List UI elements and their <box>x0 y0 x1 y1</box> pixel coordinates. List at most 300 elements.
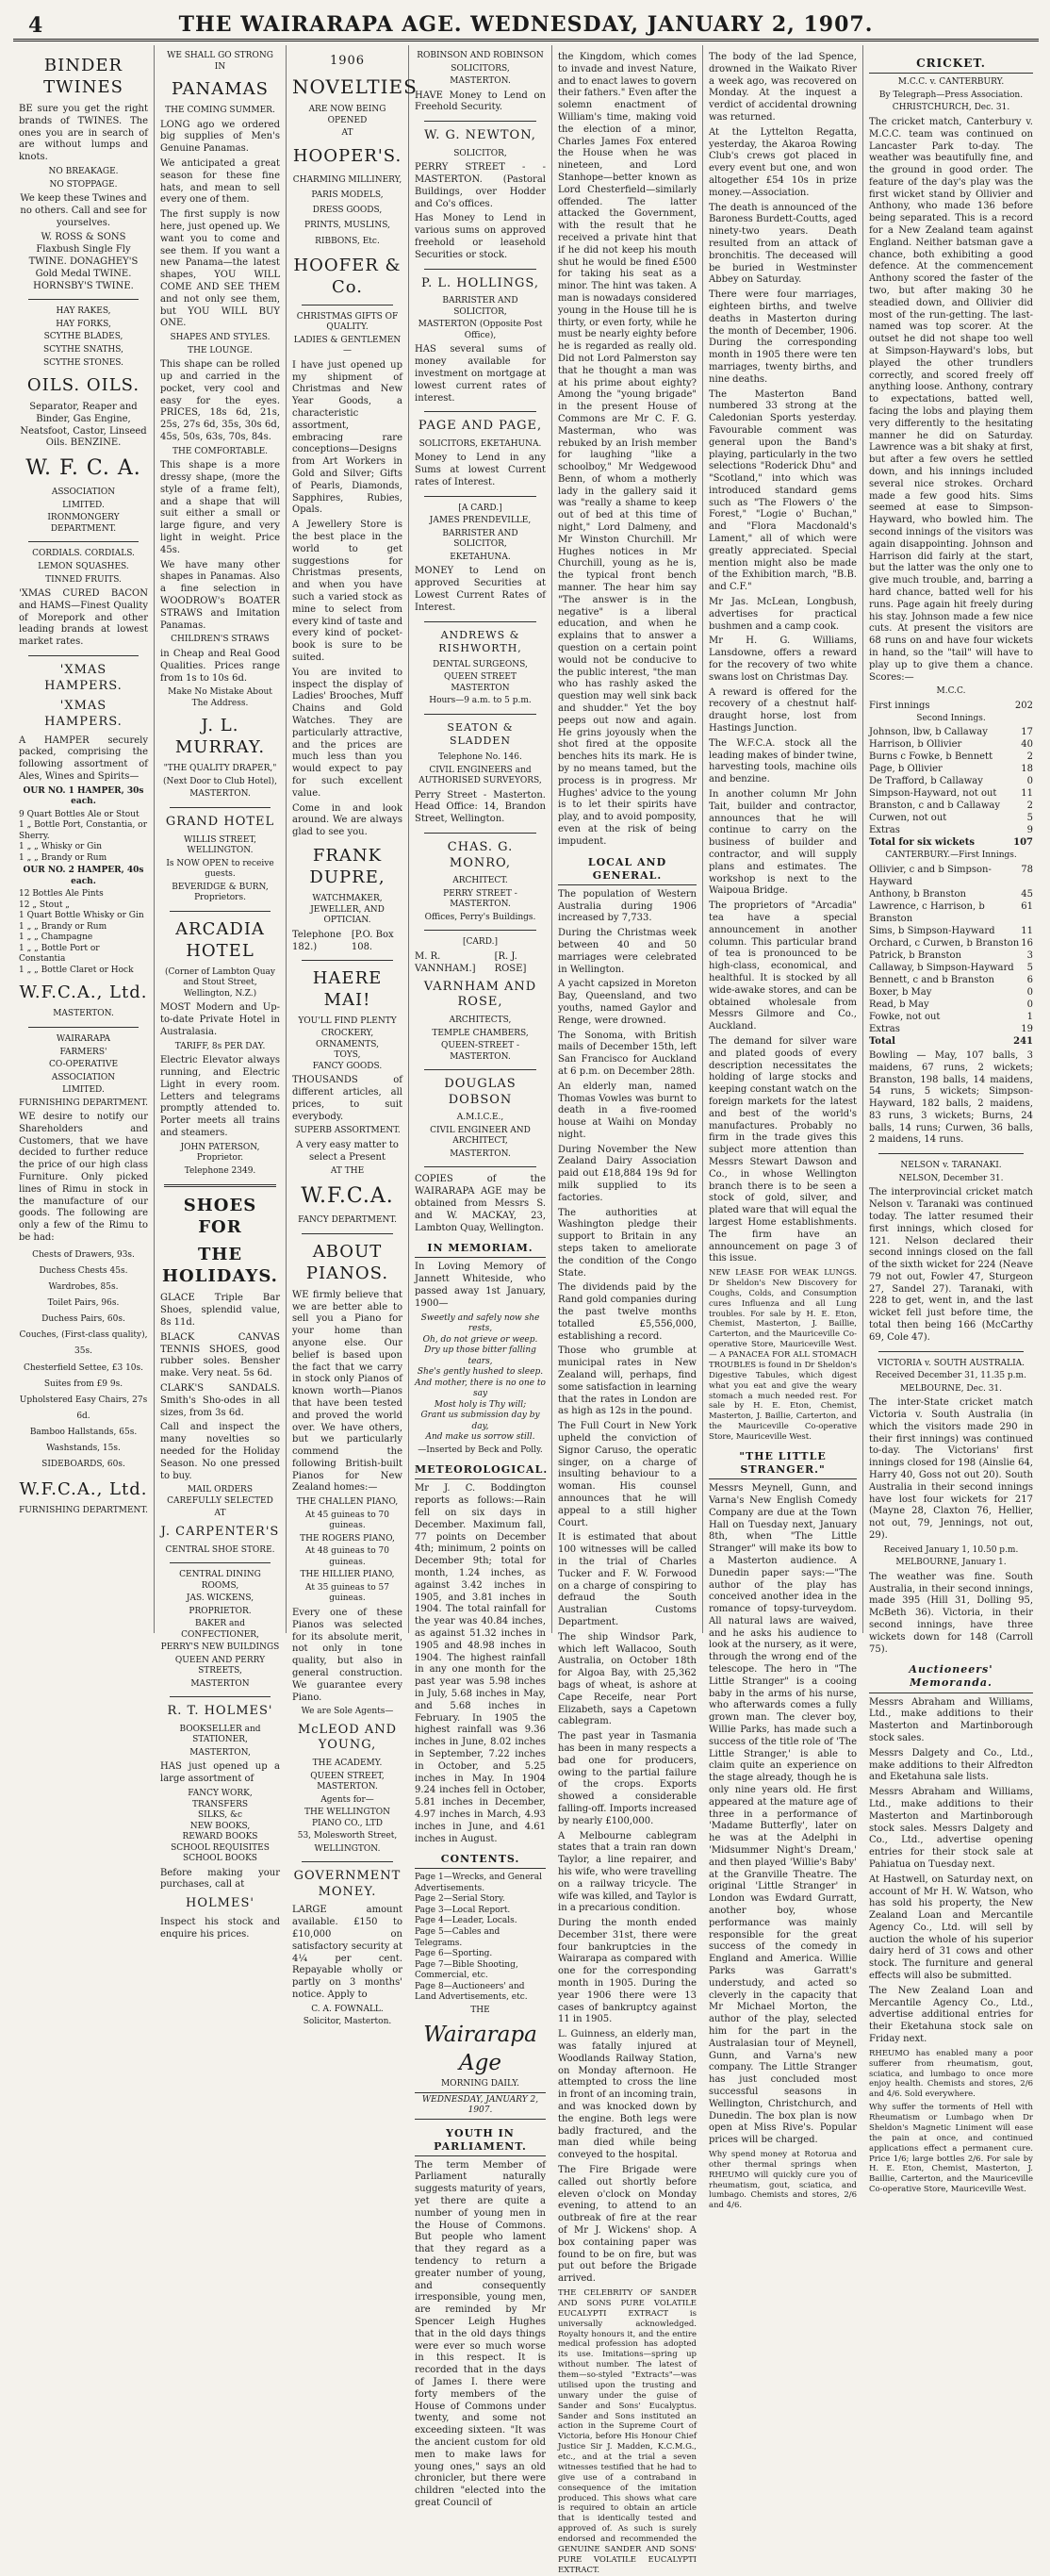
scythe-snaths: SCYTHE SNATHS, <box>43 345 123 355</box>
arcadia-proprietor: JOHN PATERSON, Proprietor. <box>180 1142 260 1164</box>
news-item: L. Guinness, an elderly man, was fatally injured at Woodlands Railway Station, on Monday afternoon. He attempted to cross the line in front of an incoming train, and was knocked down by the engine. Both legs were badly fractured, and the man died while being conveyed to the hospital. <box>558 2029 697 2161</box>
contents-list <box>415 1873 546 2003</box>
list-item: Page 2—Serial Story. <box>415 1894 505 1905</box>
auction-item: Messrs Abraham and Williams, Ltd., make additions to their Masterton and Martinborough stock sales. Messrs Dalgety and Co., Ltd., advertise opening entries for their stock sale at Pahiatua on Tuesday next. <box>869 1787 1033 1870</box>
novelties-heading: NOVELTIES <box>292 74 418 98</box>
twine-brands: W. ROSS & SONS Flaxbush Single Fly TWINE. DONAGHEY'S Gold Medal TWINE. HORNSBY'S TWINE. <box>28 232 139 291</box>
newton-heading: W. G. NEWTON, <box>424 128 536 143</box>
list-item: 1 „ „ Champagne <box>19 933 93 943</box>
table-row: Bennett, c and b Branston 6 <box>869 974 1033 985</box>
list-item: Chests of Drawers, 93s. <box>32 1249 135 1260</box>
andrews-address: QUEEN STREET MASTERTON <box>444 672 517 693</box>
news-item: Mr Jas. McLean, Longbush, advertises for practical bushmen and a camp cook. <box>709 597 857 632</box>
andrews-sub: DENTAL SURGEONS, <box>433 659 528 669</box>
year-1906: 1906 <box>329 54 366 68</box>
list-item: Page 3—Local Report. <box>415 1905 511 1915</box>
list-item: PARIS MODELS, <box>311 190 384 200</box>
arcadia-text-2: Electric Elevator always running, and Electric Light in every room. Letters and telegrams promptly attended to. Porter meets all trains and steamers. <box>160 1055 280 1138</box>
ironmongery-dept: IRONMONGERY DEPARTMENT. <box>47 513 120 534</box>
memoriam-heading: IN MEMORIAM. <box>415 1242 546 1258</box>
find-plenty: YOU'LL FIND PLENTY <box>298 1016 397 1026</box>
holmes-text: HAS just opened up a large assortment of <box>160 1761 280 1785</box>
news-item: At the Lyttelton Regatta, yesterday, the Akaroa Rowing Club's crews got placed in every event but one, and won altogether £54 10s in prize money.—Association. <box>709 126 857 198</box>
bookseller: BOOKSELLER and STATIONER, <box>179 1724 261 1745</box>
dining-rooms: CENTRAL DINING ROOMS, <box>179 1570 261 1591</box>
ladies-gentlemen: LADIES & GENTLEMEN— <box>293 335 402 356</box>
tinned-fruits: TINNED FRUITS. <box>45 574 122 585</box>
government-money: GOVERNMENT MONEY. <box>293 1869 402 1899</box>
oils-text: Separator, Reaper and Binder, Gas Engine, Neatsfoot, Castor, Linseed Oils. BENZINE. <box>20 402 147 449</box>
coming-summer: THE COMING SUMMER. <box>165 106 275 116</box>
hamper-1-items <box>19 810 148 865</box>
list-item: Washstands, 15s. <box>46 1443 121 1453</box>
andrews-hours: Hours—9 a.m. to 5 p.m. <box>429 696 532 706</box>
scythe-stones: SCYTHE STONES. <box>43 357 123 368</box>
table-row: Ollivier, c and b Simpson-Hayward 78 <box>869 864 1033 887</box>
news-item: There were four marriages, eighteen births, and twelve deaths in Masterton during the month of December, 1906. During the corresponding month in 1905 there were ten marriages, twenty births, and nine deaths. <box>709 289 857 385</box>
list-item: Couches, (First-class quality), 35s. <box>19 1330 148 1357</box>
no-mistake: Make No Mistake About The Address. <box>168 687 272 708</box>
visit-text: A very easy matter to select a Present <box>296 1139 399 1163</box>
column-2 <box>155 45 287 1940</box>
table-row: Harrison, b Ollivier 40 <box>869 739 1033 751</box>
come-text: Come in and look around. We are always glad to see you. <box>292 802 402 838</box>
dobson-heading: DOUGLAS DOBSON <box>444 1077 517 1107</box>
comfort-text: This shape is a more dressy shape, (more the style of a frame felt), and a shape that will suit either a small or large figure, and very light in weight. Price 45s. <box>160 460 280 555</box>
at-the: AT THE <box>330 1166 365 1177</box>
mcc-scorecard <box>869 726 1033 836</box>
list-item: Page 8—Auctioneers' and Land Advertisements, etc. <box>415 1981 528 2003</box>
memoriam-text: In Loving Memory of Jannett Whiteside, who passed away 1st January, 1900— <box>415 1262 546 1309</box>
hollings-heading: P. L. HOLLINGS, <box>420 275 539 290</box>
monro-offices: Offices, Perry's Buildings. <box>424 912 536 922</box>
thousands-text: THOUSANDS of different articles, all prices, to suit everybody. <box>292 1075 402 1122</box>
jewel-text: A Jewellery Store is the best place in the world to get suggestions for Christmas presents, and when you have such a varied stock as mine to select from every kind of taste and every kind of pocket-book is sure to be suited. <box>292 520 402 663</box>
seaton-heading: SEATON & SLADDEN <box>447 720 514 747</box>
news-item: The death is announced of the Baroness Burdett-Coutts, aged ninety-two years. Death resulted from an attack of bronchitis. The deceased will be buried in Westminster Abbey on Saturday. <box>709 202 857 286</box>
arcadia-address: (Corner of Lambton Quay and Stout Street, Wellington, N.Z.) <box>165 966 275 999</box>
news-item: The authorities at Washington pledge their support to Britain in any steps taken to ameliorate the condition of the Congo State. <box>558 1207 697 1279</box>
list-item: 1 Quart Bottle Whisky or Gin <box>19 911 144 921</box>
list-item: 1 „ „ Brandy or Rum <box>19 921 107 932</box>
list-item: 1 „ „ Bottle Port or Constantia <box>19 943 100 965</box>
news-item: A reward is offered for the recovery of a chestnut half-draught horse, lost from Hastings Junction. <box>709 686 857 735</box>
column-5 <box>552 45 703 2575</box>
holidays-heading: THE HOLIDAYS. <box>162 1245 278 1287</box>
strong-in: WE SHALL GO STRONG IN <box>167 51 273 72</box>
column-3 <box>287 45 418 2027</box>
list-item: Chesterfield Settee, £3 10s. <box>23 1362 144 1373</box>
no-stoppage: NO STOPPAGE. <box>49 179 118 190</box>
fownall: C. A. FOWNALL. <box>311 2004 384 2014</box>
lemon-squashes: LEMON SQUASHES. <box>38 561 129 571</box>
list-item: 12 Bottles Ale Pints <box>19 889 104 900</box>
hamper-2-items <box>19 889 148 976</box>
fancy-list <box>160 1789 280 1865</box>
table-row: Page, b Ollivier 18 <box>869 764 1033 775</box>
dupre-trade: WATCHMAKER, JEWELLER, AND OPTICIAN. <box>310 894 385 926</box>
mcleod-young: McLEOD AND YOUNG, <box>297 1722 398 1753</box>
list-item: PRINTS, MUSLINS, <box>304 221 390 231</box>
list-item: Page 4—Leader, Locals. <box>415 1916 517 1926</box>
mcc-v-canterbury: M.C.C. v. CANTERBURY. <box>897 77 1005 88</box>
table-row: Callaway, b Simpson-Hayward 5 <box>869 962 1033 973</box>
table-row: Sims, b Simpson-Hayward 11 <box>869 925 1033 936</box>
received-2: Received January 1, 10.50 p.m. <box>883 1544 1019 1555</box>
list-item: Toilet Pairs, 96s. <box>47 1298 120 1309</box>
crockery-list <box>292 1029 402 1072</box>
dobson-civil: CIVIL ENGINEER AND ARCHITECT, <box>430 1125 531 1147</box>
murray-heading: J. L. MURRAY. <box>174 716 266 758</box>
column-4 <box>409 45 552 2508</box>
carpenter-heading: J. CARPENTER'S <box>160 1524 280 1539</box>
panamas-heading: PANAMAS <box>172 79 269 100</box>
page-sub: SOLICITORS, EKETAHUNA. <box>418 438 542 449</box>
quality-draper: "THE QUALITY DRAPER," <box>163 764 277 774</box>
dupre-heading: FRANK DUPRE, <box>309 845 386 887</box>
queen-street: QUEEN STREET, MASTERTON. <box>310 1771 385 1792</box>
wellington-label: WELLINGTON. <box>314 1843 381 1854</box>
youth-text-continued: the Kingdom, which comes to invade and invest Nature, and to enact lawes to govern their fathers." Even after the solemn enactment of William's time, making void the election of a minor, Charles James Fox entered the House when he was nineteen, and Lord Stanhope—better known as Lord Chesterfield—similarly offended. The latter attacked the Government, with the result that he received a private hint that if he did not keep his mouth shut he would be fined £500 for taking his seat as a minor. The hint was taken. A man is nowadays considered young in the House till he is thirty, or even forty, while he must be nearly eighty before he is regarded as really old. Did not Lord Palmerston say that he thought a man was at his prime about eighty? Among the "young brigade" in the present House of Commons are Mr C. F. G. Masterman, who was rebuked by an Irish member for laughing "like a schoolboy," Mr Wedgewood Benn, of whom a motherly lady in the gallery said it was "really a shame to keep out of bed at this time of night," Lord Dalmeny, and Mr Winston Churchill. Mr Hughes notices in Mr Churchill, young as he is, the typical front bench manner. The hear him say "The answer is in the negative" is a liberal education, and when he explains that to answer a question on a certain point would not be conducive to the public interest, "the man who has rashly asked the question may well sink back and shudder." Yet the boy peeps out now and again. He grins joyously when the shot fired at the opposite benches hits its mark. He is by no means tamed, but the process is in progress. Mr Hughes' advice to the young is to let their spirits have play, and to avoid pomposity, even at the risk of being impudent. <box>558 52 697 847</box>
newton-sub: SOLICITOR, <box>453 148 507 158</box>
poem-line: Oh, do not grieve or weep. <box>422 1334 538 1345</box>
superb-assortment: SUPERB ASSORTMENT. <box>294 1126 401 1136</box>
seaton-address: Perry Street - Masterton. Head Office: 14, Brandon Street, Wellington. <box>415 789 546 825</box>
canterbury-scorecard <box>869 864 1033 1035</box>
contents-heading: CONTENTS. <box>415 1853 546 1869</box>
news-item: The past year in Tasmania has been in many respects a bad one for producers, owing to the partial failure of the crops. Exports showed a considerable falling-off. Imports increased by nearly £100,000. <box>558 1731 697 1826</box>
by-telegraph: By Telegraph—Press Association. <box>878 90 1024 100</box>
victoria-v-sa: VICTORIA v. SOUTH AUSTRALIA. <box>877 1358 1025 1368</box>
seaton-tel: Telephone No. 146. <box>438 752 522 762</box>
newton-text: Has Money to Lend in various sums on approved freehold or leasehold Securities or stock. <box>415 213 546 260</box>
grand-open: Is NOW OPEN to receive guests. <box>166 858 274 880</box>
victoria-text-1: The inter-State cricket match Victoria v. South Australia (in which the visitors made 290 in their first innings) was continued to-day. The Victorians' first innings closed for 198 (Ainslie 64, Harry 40, Goss not out 20). South Australia in their second innings have lost four wickets for 217 (Mayne 28, Claxton 76, Hellier, not out, 79, Jennings, not out, 29). <box>869 1397 1033 1541</box>
proprietor: PROPRIETOR. <box>189 1606 252 1616</box>
list-item: Page 7—Bible Shooting, Commercial, etc. <box>415 1959 518 1981</box>
hampers-heading-1: 'XMAS HAMPERS. <box>44 663 123 693</box>
oils-heading: OILS. OILS. <box>26 375 140 396</box>
poem-line: She's gently hushed to sleep. <box>417 1367 544 1378</box>
wfca-association: ASSOCIATION <box>51 487 116 498</box>
rogers-piano: THE ROGERS PIANO, <box>300 1533 395 1544</box>
dateline: WEDNESDAY, JANUARY 2, 1907. <box>415 2092 546 2120</box>
table-row: Simpson-Hayward, not out 11 <box>869 788 1033 800</box>
pianos-text: WE firmly believe that we are better able to sell you a Piano for your home than anyone else. Our belief is based upon the fact that we carry in stock only Pianos of known worth—Pianos that have been tested and proved the world over. We have others, but we particularly commend the following British-built Pianos for New Zealand homes:— <box>292 1289 402 1494</box>
list-item: Duchess Pairs, 60s. <box>41 1314 125 1325</box>
news-item: The demand for silver ware and plated goods of every description necessitates the holding of large stocks and keeping constant watch on the foreign markets for the latest and best of the world's manufactures. Probably no firm in the trade gives this subject more attention than Messrs Stewart Dawson and Co., in whose Wellington branch there is to be seen a stock of gold, silver, and plated ware that will equal the largest Home establishments. The firm have an announcement on page 3 of this issue. <box>709 1035 857 1264</box>
list-item: SCHOOL BOOKS <box>183 1854 257 1864</box>
page-number: 4 <box>28 13 43 38</box>
mcc-heading: M.C.C. <box>936 686 966 697</box>
hamper-2-title: OUR NO. 2 HAMPER, 40s each. <box>23 866 144 886</box>
hoofer-heading: HOOFER & Co. <box>293 255 402 297</box>
list-item: CROCKERY, <box>320 1029 374 1039</box>
pianos-heading: ABOUT PIANOS. <box>305 1241 389 1283</box>
hay-forks: HAY FORKS, <box>56 319 111 329</box>
ladies-text: I have just opened up my shipment of Christmas and New Year Goods, a characteristic assortment, embracing rare conceptions—Designs from Art Workers in Gold and Silver; Gifts of Pearls, Diamonds, Sapphires, Rubies, Opals. <box>292 359 402 516</box>
news-item: Those who grumble at municipal rates in New Zealand will, perhaps, find some satisfaction in learning that the rates in London are as high as 12s in the pound. <box>558 1346 697 1417</box>
wfca-heading: W.F.C.A. <box>301 1184 394 1208</box>
little-stranger-heading: "THE LITTLE STRANGER." <box>709 1450 857 1479</box>
poem-line: And mother, there is no one to say <box>415 1378 546 1399</box>
other-shapes-text: We have many other shapes in Panamas. Also a fine selection in WOODROW's BOATER STRAWS and Imitation Panamas. <box>160 559 280 631</box>
no-breakage: NO BREAKAGE. <box>48 167 119 177</box>
challen-piano: THE CHALLEN PIANO, <box>296 1497 399 1508</box>
being-opened: ARE NOW BEING OPENED <box>308 105 386 125</box>
at-label: AT <box>214 1509 226 1519</box>
news-item: During the month ended December 31st, there were four bankruptcies in the Wairarapa as compared with one for the corresponding month in 1905. During the year 1906 there were 13 cases of bankruptcy against 11 in 1905. <box>558 1918 697 2025</box>
varnham-heading: VARNHAM AND ROSE, <box>423 979 537 1010</box>
prendeville-text: MONEY to Lend on approved Securities at Lowest Current Rates of Interest. <box>415 566 546 613</box>
varnham-names: M. R. VANNHAM.] [R. J. ROSE] <box>415 950 527 974</box>
hollings-sub: BARRISTER AND SOLICITOR, <box>442 296 518 317</box>
page-heading: PAGE AND PAGE, <box>418 419 543 434</box>
sole-agents: We are Sole Agents— <box>301 1707 394 1717</box>
agents-for: Agents for— <box>320 1794 374 1805</box>
lounge-text: This shape can be rolled up and carried in the pocket, very cool and easy for the eyes. PRICES, 18s 6d, 21s, 25s, 27s 6d, 35s, 30s 6d, 45s, 50s, 63s, 70s, 84s. <box>160 359 280 442</box>
haere-heading: HAERE MAI! <box>312 967 383 1010</box>
govt-text: LARGE amount available. £150 to £10,000 on satisfactory security at 4¼ per cent. Repayable wholly or partly on 3 months' notice. Apply to <box>292 1905 402 2001</box>
hamper-text: A HAMPER securely packed, comprising the following assortment of Ales, Wines and Spirits— <box>19 735 148 782</box>
hamper-1-title: OUR NO. 1 HAMPER, 30s each. <box>23 785 144 807</box>
wpc-address: 53, Molesworth Street, <box>297 1831 398 1841</box>
before-text: Before making your purchases, call at <box>160 1867 280 1891</box>
shoes-heading: SHOES FOR <box>183 1196 257 1238</box>
table-row: De Trafford, b Callaway 0 <box>869 776 1033 787</box>
robinson-sub: SOLICITORS, <box>451 63 510 74</box>
news-item: A Melbourne cablegram states that a train ran down Taylor, a line repairer, and his wife, who were travelling on a railway tricycle. The wife was killed, and Taylor is in a precarious condition. <box>558 1830 697 1914</box>
inserted-by: —Inserted by Beck and Polly. <box>418 1445 543 1455</box>
desire-text: WE desire to notify our Shareholders and Customers, that we have decided to further reduce the price of our high class Furniture. Only picked lines of Rimu in stock in the manufacture of our goods. The following are only a few of the Rimu to be had: <box>19 1112 148 1244</box>
cricket-heading: CRICKET. <box>869 57 1033 74</box>
grand-address: WILLIS STREET, WELLINGTON. <box>184 834 256 856</box>
furnishing-dept: FURNISHING DEPARTMENT. <box>19 1098 148 1108</box>
auction-item: Messrs Abraham and Williams, Ltd., make additions to their Masterton and Martinborough stock sales. <box>869 1696 1033 1743</box>
wf-limited: LIMITED. <box>62 1085 105 1096</box>
auctioneers-heading: Auctioneers' Memoranda. <box>869 1663 1033 1693</box>
wf-line: FARMERS' <box>59 1047 107 1057</box>
binder-text: BE sure you get the right brands of TWINES. The ones you are in search of are without lumps and knots. <box>19 104 148 163</box>
list-item: DRESS GOODS, <box>312 206 383 216</box>
card-label-2: [CARD.] <box>463 937 498 948</box>
the-comfortable: THE COMFORTABLE. <box>172 446 269 456</box>
news-item: The population of Western Australia during 1906 increased by 7,733. <box>558 888 697 924</box>
column-1 <box>13 45 155 1633</box>
grand-proprietors: BEVERIDGE & BURN, Proprietors. <box>172 882 269 903</box>
list-item: 12 „ Stout „ <box>19 900 70 910</box>
furniture-list <box>19 1247 148 1473</box>
list-item: TRANSFERS <box>191 1799 249 1809</box>
column-6 <box>703 45 863 2211</box>
list-item: TOYS, <box>334 1050 361 1061</box>
liniment-text: Why suffer the torments of Hell with Rheumatism or Lumbago when Dr Sheldon's Magnetic Liniment will ease the pain at once, and continued applications effect a permanent cure. Price 1/6; large bottles 2/6. For sale by H. E. Eton, Chemist, Masterton, J. Baillie, Carterton, and the Mauriceville Co-operative Store, Mauriceville West. <box>869 2103 1033 2195</box>
every-text: Every one of these Pianos was selected for its absolute merit, not only in tone quality, but also in general construction. We guarantee every Piano. <box>292 1607 402 1703</box>
list-item: NEW BOOKS, <box>189 1821 251 1831</box>
architects: ARCHITECTS, <box>449 1016 512 1026</box>
furnishing-dept-2: FURNISHING DEPARTMENT. <box>19 1506 148 1516</box>
panama-text-2: We anticipated a great season for these fine hats, and mean to sell every one of them. <box>160 157 280 206</box>
the-academy: THE ACADEMY. <box>312 1759 383 1769</box>
tennis-text: BLACK CANVAS TENNIS SHOES, good rubber soles. Bensher make. Very neat. 5s 6d. <box>160 1331 280 1379</box>
poem-line: Most holy is Thy will; <box>434 1399 527 1410</box>
news-item: Mr H. G. Williams, Lansdowne, offers a reward for the recovery of two white swans lost on Christmas Day. <box>709 636 857 683</box>
children-text: in Cheap and Real Good Qualities. Prices range from 1s to 10s 6d. <box>160 648 280 684</box>
list-item: ORNAMENTS, <box>316 1039 379 1049</box>
dupre-contact: Telephone 182.) [P.O. Box 108. <box>292 929 394 952</box>
second-innings: Second Innings. <box>916 713 986 723</box>
masterton-label: MASTERTON. <box>450 1148 511 1159</box>
prendeville: JAMES PRENDEVILLE, <box>429 516 532 526</box>
invite-text: You are invited to inspect the display of Ladies' Brooches, Muff Chains and Gold Watches. They are particularly attractive, and the prices are much less than you would expect to pay for such excellent value. <box>292 667 402 799</box>
list-item: Suites from £9 9s. <box>43 1379 123 1389</box>
monro-address: PERRY STREET - MASTERTON. <box>443 888 517 910</box>
sandals-text: CLARK'S SANDALS. Smith's Sho-odes in all sizes, from 3s 6d. <box>160 1383 280 1418</box>
list-item: Page 5—Cables and Telegrams. <box>415 1926 500 1948</box>
arcadia-text: MOST Modern and Up-to-date Private Hotel in Australasia. <box>160 1002 280 1037</box>
memoriam-poem <box>415 1313 546 1444</box>
table-row: Boxer, b May 0 <box>869 986 1033 998</box>
news-item: The Masterton Band numbered 33 strong at the Caledonian Sports yesterday. Favourable comment was general upon the Band's playing, particularly in the two selections "Roderick Dhu" and "Scotland," into which was introduced standard gems such as "The Flowers o' the Forest," "Logie o' Buchan," and "Flora Macdonald's Lament," all of which were greatly appreciated. Special mention might also be made of the Exhibition march, "B.B. and C.F." <box>709 388 857 593</box>
news-item: It is estimated that about 100 witnesses will be called in the trial of Charles Tucker and F. W. Forwood on a charge of conspiring to defraud the South Australian Customs Department. <box>558 1532 697 1627</box>
newspaper-title: THE WAIRARAPA AGE. WEDNESDAY, JANUARY 2, 1907. <box>178 12 874 37</box>
list-item: Wardrobes, 85s. <box>48 1282 119 1293</box>
table-row: Johnson, lbw, b Callaway 17 <box>869 727 1033 738</box>
melbourne-dateline-1: MELBOURNE, Dec. 31. <box>899 1383 1003 1394</box>
table-row: Patrick, b Branston 3 <box>869 949 1033 961</box>
received-1: Received December 31, 11.35 p.m. <box>876 1371 1026 1381</box>
rheumo-ad: Why spend money at Rotorua and other thermal springs when RHEUMO will quickly cure you of rheumatism, gout, sciatica, and lumbago. Chemists and stores, 2/6 and 4/6. <box>709 2149 857 2211</box>
list-item: SILKS, &c <box>197 1810 243 1821</box>
copies-text: COPIES of the WAIRARAPA AGE may be obtained from Messrs S. and W. MACKAY, 23, Lambton Quay, Wellington. <box>415 1174 546 1233</box>
wf-line: ASSOCIATION <box>51 1072 116 1082</box>
arcadia-heading: ARCADIA HOTEL <box>175 918 265 961</box>
scythe-blades: SCYTHE BLADES, <box>43 332 123 342</box>
hampers-heading-2: 'XMAS HAMPERS. <box>44 699 123 729</box>
table-row: Read, b May 0 <box>869 999 1033 1010</box>
robinson-text: HAVE Money to Lend on Freehold Security. <box>415 90 546 113</box>
challen-price: At 45 guineas to 70 guineas. <box>305 1510 389 1531</box>
canterbury-first: CANTERBURY.—First Innings. <box>885 850 1017 861</box>
table-row: Orchard, c Curwen, b Branston 16 <box>869 937 1033 949</box>
nelson-v-taranaki: NELSON v. TARANAKI. <box>900 1161 1002 1171</box>
wfca-limited: LIMITED. <box>62 500 105 510</box>
the-label: THE <box>470 2005 490 2015</box>
total-six-row: Total for six wickets 107 <box>869 837 1033 849</box>
masterton-label: MASTERTON <box>190 1678 250 1689</box>
auction-item: Messrs Dalgety and Co., Ltd., make additions to their Alfredton and Eketahuna sale lists. <box>869 1747 1033 1783</box>
queen-street: QUEEN-STREET - MASTERTON. <box>440 1041 519 1062</box>
list-item: 1 „ Bottle Port, Constantia, or Sherry. <box>19 820 147 841</box>
hay-rakes: HAY RAKES, <box>56 306 111 317</box>
the-lounge: THE LOUNGE. <box>188 345 253 355</box>
wf-line: WAIRARAPA <box>56 1034 111 1044</box>
baker: BAKER and CONFECTIONER, <box>181 1619 259 1640</box>
panama-text-3: The first supply is now here, just opened up. We want you to come and see them. If you want a new Panama—the latest shapes, YOU WILL COME AND SEE THEM and not only see them, but YOU WILL BUY ONE. <box>160 209 280 329</box>
table-row: Lawrence, c Harrison, b Branston 61 <box>869 900 1033 924</box>
call-text: Call and inspect the many novelties so needed for the Holiday Season. No one pressed to buy. <box>160 1422 280 1481</box>
masthead <box>13 8 1039 41</box>
masterton-label: MASTERTON, <box>189 1747 251 1758</box>
news-item: The Sonoma, with British mails of December 15th, left San Francisco for Auckland at 6 p.m. on December 28th. <box>558 1030 697 1077</box>
seaton-sub: CIVIL ENGINEERS and AUTHORISED SURVEYORS, <box>418 765 542 786</box>
list-item: SIDEBOARDS, 60s. <box>41 1460 125 1470</box>
hoopers-heading: HOOPER'S. <box>292 145 402 166</box>
news-item: In another column Mr John Tait, builder and contractor, announces that he will continue to carry on the business of builder and contractor, and will supply plans and estimates. The workshop is next to the Waipoua Bridge. <box>709 789 857 897</box>
list-item: Bamboo Hallstands, 65s. <box>29 1427 138 1437</box>
binder-twines-heading: BINDER TWINES <box>43 56 123 98</box>
monro-heading: CHAS. G. MONRO, <box>447 839 514 870</box>
news-item: The W.F.C.A. stock all the leading makes of binder twine, harvesting tools, machine oils and benzine. <box>709 737 857 785</box>
cricket-report: The cricket match, Canterbury v. M.C.C. team was continued on Lancaster Park to-day. The weather was beautifully fine, and the ground in good order. The feature of the day's play was the first wicket stand by Ollivier and Anthony, who made 136 before being separated. This is a record for a New Zealand team against England. Neither batsman gave a chance, both exhibiting a good defence. At the commencement Anthony scored the faster of the two, but after making 30 he steadied down, and Ollivier did most of the run-getting. The last-named was top scorer. At the outset he did not shape too well at Simpson-Hayward's lobs, but played the other trundlers correctly, and scored freely off anything loose. Anthony, contrary to expectations, batted well, facing the lobs and playing them very differently to the hesitating manner he did on Saturday. Lawrence was a bit shaky at first, but after a few overs he settled down, and his innings included several nice strokes. Orchard made a few good hits. Sims seemed at ease to Simpson-Hayward, who bowled him. The second innings of the visitors was again disappointing. Johnson and Harrison did fairly at the start, but the latter was the only one to give much trouble, and, barring a hard chance, batted well for his runs. Page again hit freely during his stay. Johnson made a few nice cuts. At present the visitors are 68 runs on and have four wickets in hand, so the "tail" will have to play up to give them a chance. Scores:— <box>869 116 1033 683</box>
list-item: 1 „ „ Brandy or Rum <box>19 852 107 863</box>
list-item: FANCY WORK, <box>188 1789 253 1798</box>
poem-line: Grant us submission day by day, <box>420 1411 540 1431</box>
table-row: Anthony, b Branston 45 <box>869 888 1033 900</box>
holmes-heading: R. T. HOLMES' <box>167 1704 273 1719</box>
perry-buildings: PERRY'S NEW BUILDINGS <box>160 1643 280 1653</box>
wickens: JAS. WICKENS, <box>186 1593 254 1604</box>
news-item: The Full Court in New York upheld the conviction of Signor Caruso, the operatic singer, on a charge of insulting behaviour to a woman. His counsel announces that he will appeal to a still higher Court. <box>558 1421 697 1528</box>
list-item: Duchess Chests 45s. <box>39 1265 128 1276</box>
grand-hotel-heading: GRAND HOTEL <box>165 814 275 829</box>
wfca-ltd: W.F.C.A., Ltd. <box>19 983 148 1003</box>
hillier-piano: THE HILLIER PIANO, <box>300 1570 395 1580</box>
wellington-piano-co: THE WELLINGTON PIANO CO., LTD <box>304 1808 390 1828</box>
fancy-department: FANCY DEPARTMENT. <box>298 1215 397 1226</box>
card-label: [A CARD.] <box>458 503 502 513</box>
list-item: REWARD BOOKS <box>182 1832 258 1842</box>
queen-perry: QUEEN AND PERRY STREETS, <box>174 1655 266 1676</box>
childrens-straws: CHILDREN'S STRAWS <box>171 635 270 645</box>
shapes-styles: SHAPES AND STYLES. <box>170 333 271 343</box>
news-item: During the Christmas week between 40 and 50 marriages were celebrated in Wellington. <box>558 928 697 975</box>
meteorological-text: Mr J. C. Boddington reports as follows:—Rain fell on six days in December. Maximum fall, 77 points on December 4th; minimum, 2 points on December 9th; total for month, 1.24 inches, as against 3.42 inches in 1905, and 3.81 inches in 1904. The total rainfall for the year was 40.84 inches, as against 51.32 inches in 1905 and 48.98 inches in 1904. The highest rainfall in any one month for the past year was 5.98 inches in July, 5.68 inches in May, and 5.68 inches in February. In 1905 the highest rainfall was 9.36 inches in June, 8.02 inches in September, 7.22 inches in October, and 5.25 inches in May. In 1904 9.24 inches fell in October, 5.81 inches in December, 4.97 inches in March, 4.93 inches in June, and 4.61 inches in August. <box>415 1483 546 1844</box>
youth-text: The term Member of Parliament naturally suggests maturity of years, yet there are quite a number of young men in the House of Commons. But people who lament that they regard as a tendency to return a greater number of young, and consequently irresponsible, young men, are reminded by Mr Spencer Leigh Hughes that in the old days things were ever so much worse in this respect. It is recorded that in the days of James I. there were forty members of the House of Commons under twenty, and some not exceeding sixteen. "It was the ancient custom for old men to make laws for young ones," says an old chronicler, but there were children "elected into the great Council of <box>415 2159 546 2508</box>
news-item: A yacht capsized in Moreton Bay, Queensland, and two youths, named Gaylor and Renge, were drowned. <box>558 979 697 1026</box>
table-row: Extras 9 <box>869 825 1033 836</box>
masterton-label: MASTERTON. <box>189 789 251 800</box>
table-row: Burns c Fowke, b Bennett 2 <box>869 751 1033 763</box>
christchurch-dateline: CHRISTCHURCH, Dec. 31. <box>892 103 1010 113</box>
eucalypti-ad: THE CELEBRITY OF SANDER AND SONS PURE VOLATILE EUCALYPTI EXTRACT is universally acknowledged. Royalty honours it, and the entire medical profession has adopted its use. Imitations—spring up without number. The latest of them—so-styled "Extracts"—was utilised upon the trusting and unwary under the guise of Sander and Sons' Eucalyptus. Sander and Sons instituted an action in the Supreme Court of Victoria, before His Honour Chief Justice Sir J. Madden, K.C.M.G., etc., and at the trial a seven witnesses testified that he had to give use of a contraband in consequence of the imitation produced. This shows what care is required to obtain an article that is identically tested and approved of. As such is surely endorsed and recommended the GENUINE SANDER AND SONS' PURE VOLATILE EUCALYPTI EXTRACT. <box>558 2288 697 2575</box>
melbourne-dateline-2: MELBOURNE, January 1. <box>895 1558 1007 1568</box>
list-item: 9 Quart Bottles Ale or Stout <box>19 809 139 819</box>
news-item: During November the New Zealand Dairy Association paid out £18,884 19s 9d for milk supplied to its factories. <box>558 1144 697 1203</box>
list-item: Page 1—Wrecks, and General Advertisements. <box>415 1873 542 1893</box>
newspaper-name: Wairarapa Age <box>423 2023 537 2075</box>
local-general-heading: LOCAL AND GENERAL. <box>558 856 697 885</box>
nelson-dateline: NELSON, December 31. <box>898 1173 1004 1183</box>
list-item: Page 6—Sporting. <box>415 1949 493 1959</box>
poem-line: Dry up those bitter falling tears, <box>424 1346 536 1366</box>
masterton-label: MASTERTON. <box>450 76 511 87</box>
news-item: The body of the lad Spence, drowned in the Waikato River a week ago, was recovered on Monday. At the inquest a verdict of accidental drowning was returned. <box>709 52 857 123</box>
dobson-amice: A.M.I.C.E., <box>456 1113 504 1123</box>
table-row: Curwen, not out 5 <box>869 813 1033 824</box>
eketahuna: EKETAHUNA. <box>450 552 511 562</box>
table-row: Extras 19 <box>869 1023 1033 1034</box>
auction-item: At Hastwell, on Saturday next, on account of Mr H. W. Watson, who has sold his property, the New Zealand Loan and Mercantile Agency Co., Ltd. will sell by auction the whole of his superior dairy herd of 31 cows and other stock. The furniture and general effects will also be submitted. <box>869 1874 1033 1982</box>
wfca-logo-text: W. F. C. A. <box>25 456 141 481</box>
monro-architect: ARCHITECT. <box>452 876 508 886</box>
christmas-gifts: CHRISTMAS GIFTS OF QUALITY. <box>296 311 399 333</box>
andrews-heading: ANDREWS & RISHWORTH, <box>438 628 522 654</box>
news-item: The ship Windsor Park, which left Wallacoo, South Australia, on October 18th for Algoa Bay, with 25,362 bags of wheat, is ashore at Cape Receife, near Port Elizabeth, says a Capetown cablegram. <box>558 1631 697 1727</box>
arcadia-telephone: Telephone 2349. <box>184 1165 256 1176</box>
news-item: The dividends paid by the Rand gold companies during the past twelve months totalled £5,556,000, establishing a record. <box>558 1282 697 1342</box>
first-innings-row: First innings 202 <box>869 700 1033 711</box>
